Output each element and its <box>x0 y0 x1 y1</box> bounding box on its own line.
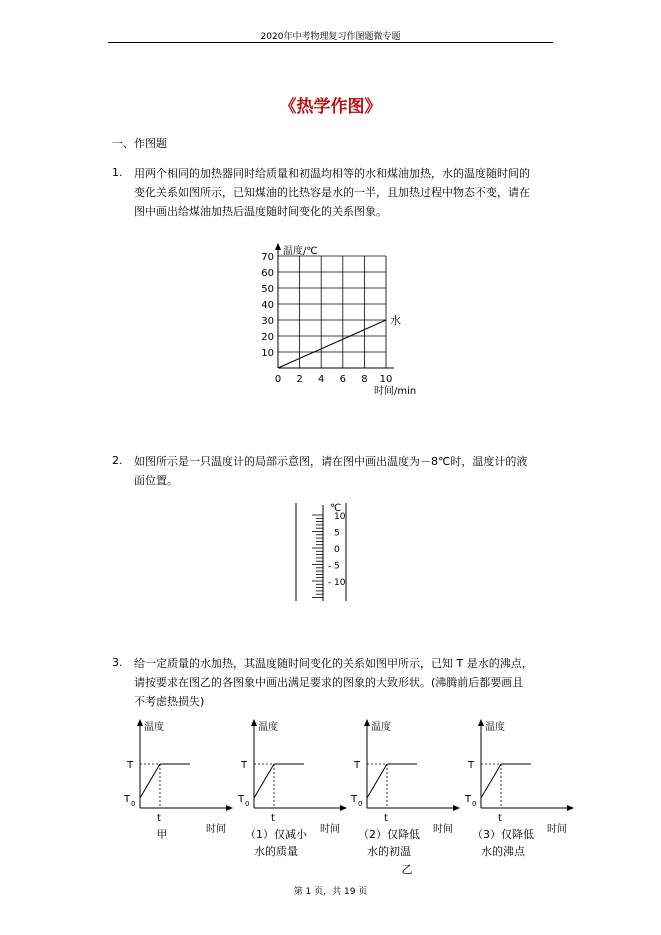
graph-caption: （2）仅降低 <box>358 828 420 841</box>
y-tick-label: 20 <box>261 332 274 343</box>
T0-label: T <box>238 794 245 805</box>
q3-line: 不考虑热损失) <box>134 695 205 708</box>
x-axis-arrow <box>453 805 460 811</box>
heating-line <box>481 764 501 798</box>
T0-subscript: 0 <box>131 800 136 808</box>
t-label: t <box>271 813 275 824</box>
minus-sign: - <box>328 578 332 588</box>
q3-graph <box>350 719 460 858</box>
t-label: t <box>157 813 161 824</box>
q1-line: 变化关系如图所示，已知煤油的比热容是水的一半，且加热过程中物态不变，请在 <box>134 186 530 199</box>
scale-label: 10 <box>334 512 346 522</box>
x-axis-label: 时间 <box>433 824 453 835</box>
graph-caption: 甲 <box>156 828 168 841</box>
x-tick-label: 10 <box>379 374 393 385</box>
q3-graph <box>464 719 574 858</box>
q3-line: 给一定质量的水加热，其温度随时间变化的关系如图甲所示，已知 T 是水的沸点， <box>134 657 533 670</box>
scale-label: 5 <box>334 528 340 539</box>
q1-text <box>134 164 534 221</box>
heating-line <box>140 764 160 798</box>
x-tick-label: 8 <box>361 374 368 385</box>
graph-caption: （1）仅减小 <box>245 828 307 841</box>
series-line <box>278 320 386 368</box>
q3-line: 请按要求在图乙的各图象中画出满足要求的图象的大致形状。(沸腾前后都要画且 <box>134 676 524 689</box>
graph-caption: 水的沸点 <box>481 845 525 858</box>
minus-sign: - <box>328 561 332 572</box>
T-label: T <box>468 760 475 771</box>
graph-caption: 水的质量 <box>254 845 298 858</box>
heating-line <box>367 764 387 798</box>
x-axis-arrow <box>340 805 347 811</box>
x-axis-label: 时间 <box>206 824 226 835</box>
y-axis-label: 温度 <box>485 722 505 733</box>
x-axis-arrow <box>567 805 574 811</box>
q1-line: 用两个相同的加热器同时给质量和初温均相等的水和煤油加热，水的温度随时间的 <box>134 167 530 180</box>
page-footer: 第 1 页，共 19 页 <box>293 887 368 897</box>
y-axis-arrow <box>478 719 484 726</box>
T0-label: T <box>465 794 472 805</box>
x-tick-label: 6 <box>339 374 346 385</box>
y-axis-label: 温度 <box>371 722 391 733</box>
T-label: T <box>241 760 248 771</box>
y-tick-label: 60 <box>261 268 274 279</box>
y-axis-label: 温度 <box>144 722 164 733</box>
scale-label: 10 <box>334 578 346 588</box>
graph-caption: 水的初温 <box>367 845 411 858</box>
T0-label: T <box>351 794 358 805</box>
x-axis-label: 时间 <box>320 824 340 835</box>
section-heading: 一、作图题 <box>112 137 167 150</box>
unit-label: ℃ <box>330 503 342 514</box>
x-tick-label: 4 <box>318 374 325 385</box>
heating-line <box>254 764 274 798</box>
y-axis-arrow <box>275 243 281 250</box>
t-label: t <box>384 813 388 824</box>
y-tick-label: 40 <box>261 300 274 311</box>
T0-subscript: 0 <box>358 800 363 808</box>
q3-graphs <box>108 712 583 882</box>
q2-line: 面位置。 <box>134 474 178 487</box>
thermometer <box>288 497 358 605</box>
q1-chart <box>250 240 425 400</box>
x-tick-label: 0 <box>274 374 282 385</box>
y-tick-label: 30 <box>261 316 274 327</box>
page-title: 《热学作图》 <box>279 97 382 117</box>
series-label: 水 <box>390 314 401 327</box>
y-tick-label: 10 <box>261 348 274 359</box>
q3-number: 3. <box>112 656 123 669</box>
q3-text <box>134 654 534 711</box>
scale-label: 0 <box>334 545 340 555</box>
y-axis-label: 温度/℃ <box>283 246 318 257</box>
y-axis-label: 温度 <box>258 722 278 733</box>
q3-graph <box>123 719 233 841</box>
T0-subscript: 0 <box>472 800 477 808</box>
y-axis-arrow <box>137 719 143 726</box>
y-axis-arrow <box>364 719 370 726</box>
T-label: T <box>127 760 134 771</box>
group-label: 乙 <box>401 863 413 876</box>
q3-graph <box>237 719 347 858</box>
q2-number: 2. <box>112 454 123 467</box>
graph-caption: （3）仅降低 <box>472 828 534 841</box>
header-rule <box>108 42 553 43</box>
q1-number: 1. <box>112 166 123 179</box>
x-axis-arrow <box>226 805 233 811</box>
x-tick-label: 2 <box>296 374 303 385</box>
page-header: 2020年中考物理复习作图题微专题 <box>260 32 401 42</box>
y-tick-label: 70 <box>261 252 274 263</box>
q1-line: 图中画出给煤油加热后温度随时间变化的关系图象。 <box>134 205 387 218</box>
y-axis-arrow <box>251 719 257 726</box>
q2-line: 如图所示是一只温度计的局部示意图，请在图中画出温度为－8℃时，温度计的液 <box>134 455 528 468</box>
scale-label: 5 <box>334 561 340 572</box>
T0-subscript: 0 <box>245 800 250 808</box>
x-axis-label: 时间 <box>547 824 567 835</box>
x-axis-label: 时间/min <box>374 386 417 397</box>
T0-label: T <box>124 794 131 805</box>
q2-text <box>134 452 534 490</box>
t-label: t <box>498 813 502 824</box>
T-label: T <box>354 760 361 771</box>
y-tick-label: 50 <box>261 284 274 295</box>
